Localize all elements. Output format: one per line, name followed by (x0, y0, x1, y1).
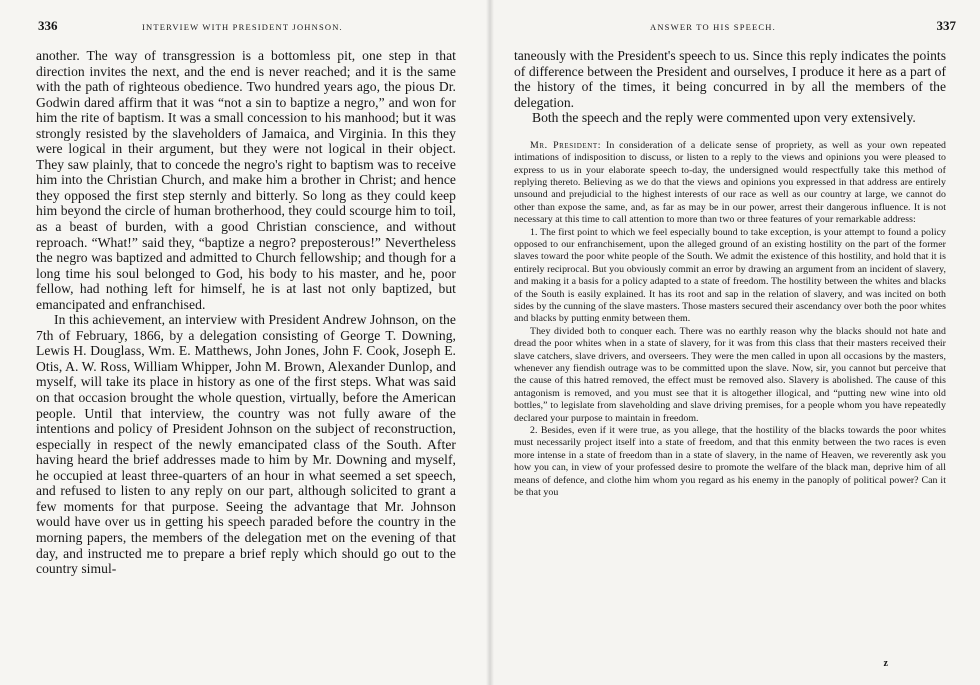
book-gutter (486, 0, 494, 685)
page-number: 336 (38, 18, 58, 33)
running-head: INTERVIEW WITH PRESIDENT JOHNSON. (142, 22, 343, 32)
reply-opening (514, 140, 946, 227)
paragraph: taneously with the President's speech to us. Since this reply indicates the points of difference between the President and ourselves, I produce it here as a part of the history of the times, it being concurred in by all the members of the delegation. (514, 48, 946, 110)
right-body-text (514, 48, 946, 500)
paragraph: Both the speech and the reply were commented upon very extensively. (532, 110, 916, 126)
reply-point: 1. The first point to which we feel especially bound to take exception, is your attempt to found a policy opposed to our enfranchisement, upon the alleged ground of an existing hostility on the part of the former slaves toward the poor white people of the South. We admit the existence of this hostility, and hold that it is entirely reciprocal. But you obviously commit an error by drawing an argument from an incident of slavery, and making it a basis for a policy adapted to a state of freedom. The hostility between the whites and blacks of the South is easily explained. It has its root and sap in the relation of slavery, and was incited on both sides by the cunning of the slave masters. Those masters secured their ascendancy over both the poor whites and blacks by putting enmity between them. (514, 226, 946, 325)
salutation: Mr. President: (530, 139, 602, 151)
running-head: ANSWER TO HIS SPEECH. (650, 22, 776, 32)
right-page (490, 0, 980, 685)
page-number: 337 (936, 18, 956, 33)
reply-point: 2. Besides, even if it were true, as you allege, that the hostility of the blacks towards the poor whites must necessarily project itself into a state of freedom, and that this enmity between the two races is even more intense in a state of freedom than in a state of slavery, in the name of Heaven, we reverently ask you how you can, in view of your professed desire to promote the welfare of the black man, deprive him of all means of defence, and clothe him whom you regard as his enemy in the panoply of political power? Can it be that you (514, 425, 946, 499)
reply-opening-text: In consideration of a delicate sense of propriety, as well as your own repeated intimations of indisposition to discuss, or listen to a reply to the views and opinions you were pleased to express to us in your elaborate speech to-day, the undersigned would respectfully take this method of replying thereto. Believing as we do that the views and opinions you expressed in that address are entirely unsound and prejudicial to the highest interests of our race as well as our country at large, we cannot do other than expose the same, and, as far as may be in our power, arrest their dangerous influence. It is not necessary at this time to call attention to more than two or three features of your remarkable address: (514, 139, 946, 226)
left-body-text (36, 48, 456, 577)
signature-mark: z (883, 658, 888, 669)
intro-text (514, 48, 946, 126)
reply-letter (514, 140, 946, 500)
paragraph: another. The way of transgression is a bottomless pit, one step in that direction invites the next, and the end is never reached; and it is the same with the path of righteous obedience. Two hundred years ago, the pious Dr. Godwin dared affirm that it was “not a sin to baptize a negro,” and won for him the rite of baptism. It was a small concession to his manhood; but it was strongly resisted by the slaveholders of Jamaica, and Virginia. In this they were logical in their argument, but they were not logical in their object. They saw plainly, that to concede the negro's right to baptism was to receive him into the Christian Church, and make him a brother in Christ; and hence they opposed the first step sternly and bitterly. So long as they could keep him beyond the circle of human brotherhood, they could scourge him to toil, as a beast of burden, with a good Christian conscience, and without reproach. “What!” said they, “baptize a negro? preposterous!” Nevertheless the negro was baptized and admitted to Church fellowship; and though for a long time his soul belonged to God, his body to his master, and he, poor fellow, had nothing left for himself, he is at last not only baptized, but emancipated and enfranchised. (36, 48, 456, 312)
paragraph: In this achievement, an interview with President Andrew Johnson, on the 7th of February, 1866, by a delegation consisting of George T. Downing, Lewis H. Douglass, Wm. E. Matthews, John Jones, John F. Cook, Joseph E. Otis, A. W. Ross, William Whipper, John M. Brown, Alexander Dunlop, and myself, will take its place in history as one of the first steps. What was said on that occasion brought the whole question, virtually, before the American people. Until that interview, the country was not fully aware of the intentions and policy of President Johnson on the subject of reconstruction, especially in respect of the newly emancipated class of the South. After having heard the brief addresses made to him by Mr. Downing and myself, he occupied at least three-quarters of an hour in what seemed a set speech, and refused to listen to any reply on our part, although solicited to grant a few moments for that purpose. Seeing the advantage that Mr. Johnson would have over us in getting his speech paraded before the country in the morning papers, the members of the delegation met on the evening of that day, and instructed me to prepare a brief reply which should go out to the country simul- (36, 312, 456, 577)
reply-point: They divided both to conquer each. There was no earthly reason why the blacks should not hate and dread the poor whites when in a state of slavery, for it was from this class that their masters received their slave catchers, slave drivers, and overseers. They were the men called in upon all occasions by the masters, whenever any fiendish outrage was to be committed upon the slave. Now, sir, you cannot but perceive that the cause of this hatred removed, the effect must be removed also. Slavery is abolished. The cause of this antagonism is removed, and you must see that it is altogether illogical, and “putting new wine into old bottles,” to legislate from slaveholding and slave driving premises, for a people whom you have repeatedly declared your purpose to maintain in freedom. (514, 325, 946, 424)
